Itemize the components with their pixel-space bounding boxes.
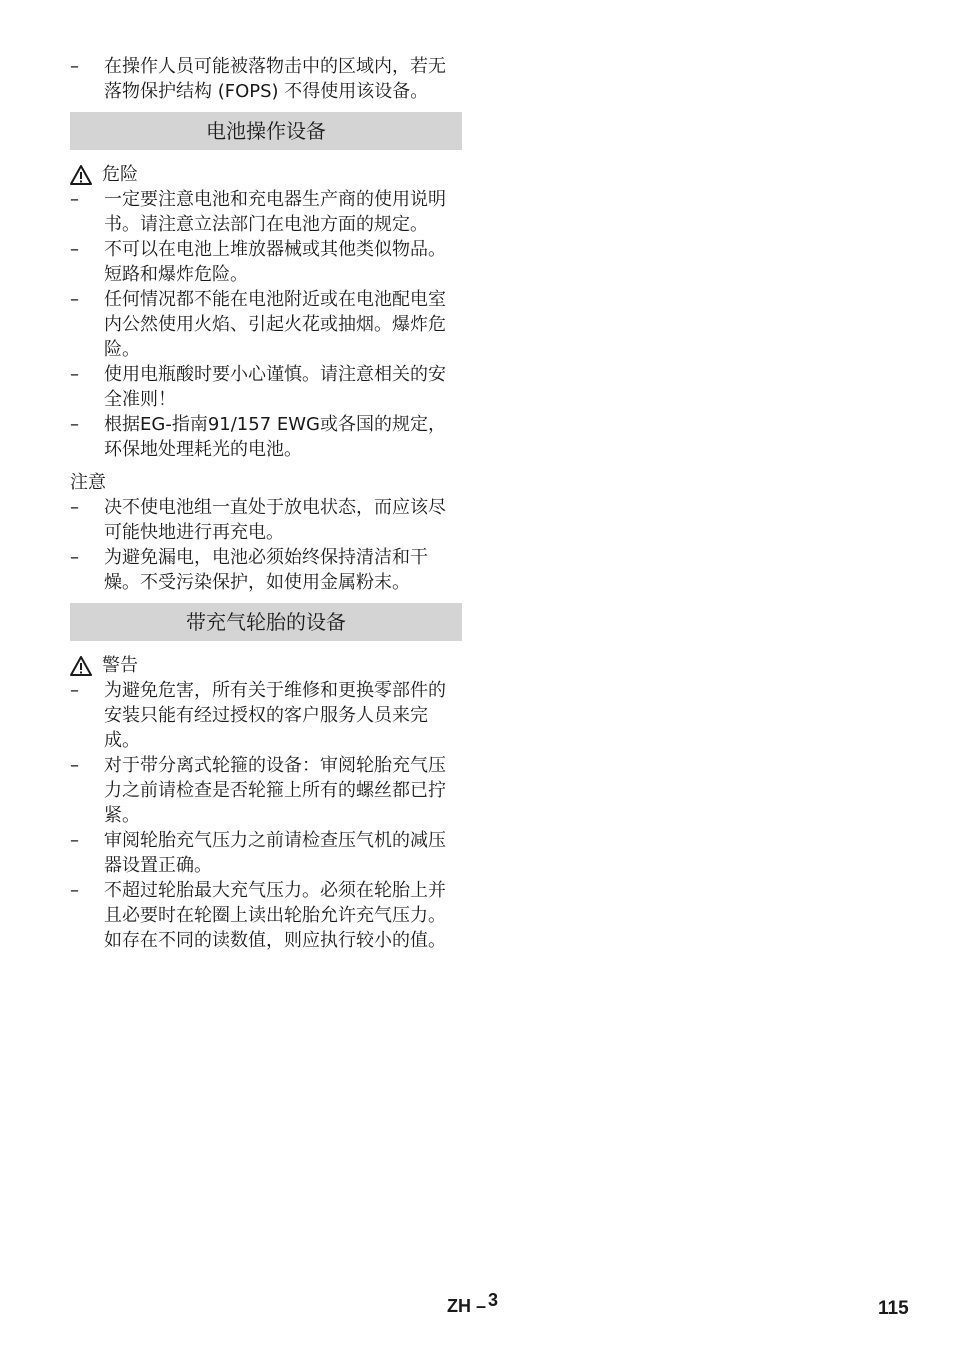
list-item bbox=[70, 878, 462, 953]
list-item-text: 不超过轮胎最大充气压力。必须在轮胎上并且必要时在轮圈上读出轮胎允许充气压力。如存在不同的读数值，则应执行较小的值。 bbox=[104, 880, 446, 951]
list-dash: – bbox=[70, 189, 79, 210]
list-item-text: 不可以在电池上堆放器械或其他类似物品。短路和爆炸危险。 bbox=[104, 239, 446, 285]
list-item bbox=[70, 362, 462, 412]
list-item-text: 在操作人员可能被落物击中的区域内，若无落物保护结构 (FOPS) 不得使用该设备。 bbox=[104, 56, 446, 102]
list-item-text: 任何情况都不能在电池附近或在电池配电室内公然使用火焰、引起火花或抽烟。爆炸危险。 bbox=[104, 289, 446, 360]
footer-section-code bbox=[447, 1290, 499, 1317]
content-column bbox=[70, 54, 462, 953]
list-item-text: 根据EG-指南91/157 EWG或各国的规定，环保地处理耗光的电池。 bbox=[104, 414, 446, 460]
footer-sub-page: 3 bbox=[488, 1290, 499, 1310]
list-item bbox=[70, 412, 462, 462]
list-item bbox=[70, 237, 462, 287]
list-item-text: 为避免危害，所有关于维修和更换零部件的安装只能有经过授权的客户服务人员来完成。 bbox=[104, 680, 446, 751]
section-heading-battery: 电池操作设备 bbox=[70, 112, 462, 150]
footer-dash: – bbox=[476, 1296, 487, 1316]
list-dash: – bbox=[70, 755, 79, 776]
warning-label-text: 警告 bbox=[102, 655, 138, 676]
list-item bbox=[70, 187, 462, 237]
list-dash: – bbox=[70, 289, 79, 310]
list-dash: – bbox=[70, 364, 79, 385]
list-item bbox=[70, 545, 462, 595]
list-dash: – bbox=[70, 830, 79, 851]
list-item-text: 对于带分离式轮箍的设备：审阅轮胎充气压力之前请检查是否轮箍上所有的螺丝都已拧紧。 bbox=[104, 755, 446, 826]
list-dash: – bbox=[70, 497, 79, 518]
page-number: 115 bbox=[878, 1298, 909, 1319]
list-item bbox=[70, 495, 462, 545]
list-item bbox=[70, 678, 462, 753]
list-dash: – bbox=[70, 547, 79, 568]
list-item bbox=[70, 753, 462, 828]
list-dash: – bbox=[70, 680, 79, 701]
danger-label-text: 危险 bbox=[102, 164, 138, 185]
list-dash: – bbox=[70, 414, 79, 435]
footer-lang: ZH bbox=[447, 1296, 471, 1316]
warning-triangle-icon bbox=[70, 165, 92, 185]
warning-triangle-icon bbox=[70, 656, 92, 676]
list-item-text: 审阅轮胎充气压力之前请检查压气机的减压器设置正确。 bbox=[104, 830, 446, 876]
list-item-text: 使用电瓶酸时要小心谨慎。请注意相关的安全准则！ bbox=[104, 364, 446, 410]
list-dash: – bbox=[70, 880, 79, 901]
danger-label bbox=[70, 162, 462, 187]
section-heading-tyres: 带充气轮胎的设备 bbox=[70, 603, 462, 641]
list-item bbox=[70, 287, 462, 362]
note-label: 注意 bbox=[70, 472, 106, 493]
list-dash: – bbox=[70, 56, 79, 77]
list-item-text: 一定要注意电池和充电器生产商的使用说明书。请注意立法部门在电池方面的规定。 bbox=[104, 189, 446, 235]
list-dash: – bbox=[70, 239, 79, 260]
warning-label bbox=[70, 653, 462, 678]
list-item-text: 决不使电池组一直处于放电状态，而应该尽可能快地进行再充电。 bbox=[104, 497, 446, 543]
list-item-text: 为避免漏电，电池必须始终保持清洁和干燥。不受污染保护，如使用金属粉末。 bbox=[104, 547, 428, 593]
list-item bbox=[70, 828, 462, 878]
list-item bbox=[70, 54, 462, 104]
